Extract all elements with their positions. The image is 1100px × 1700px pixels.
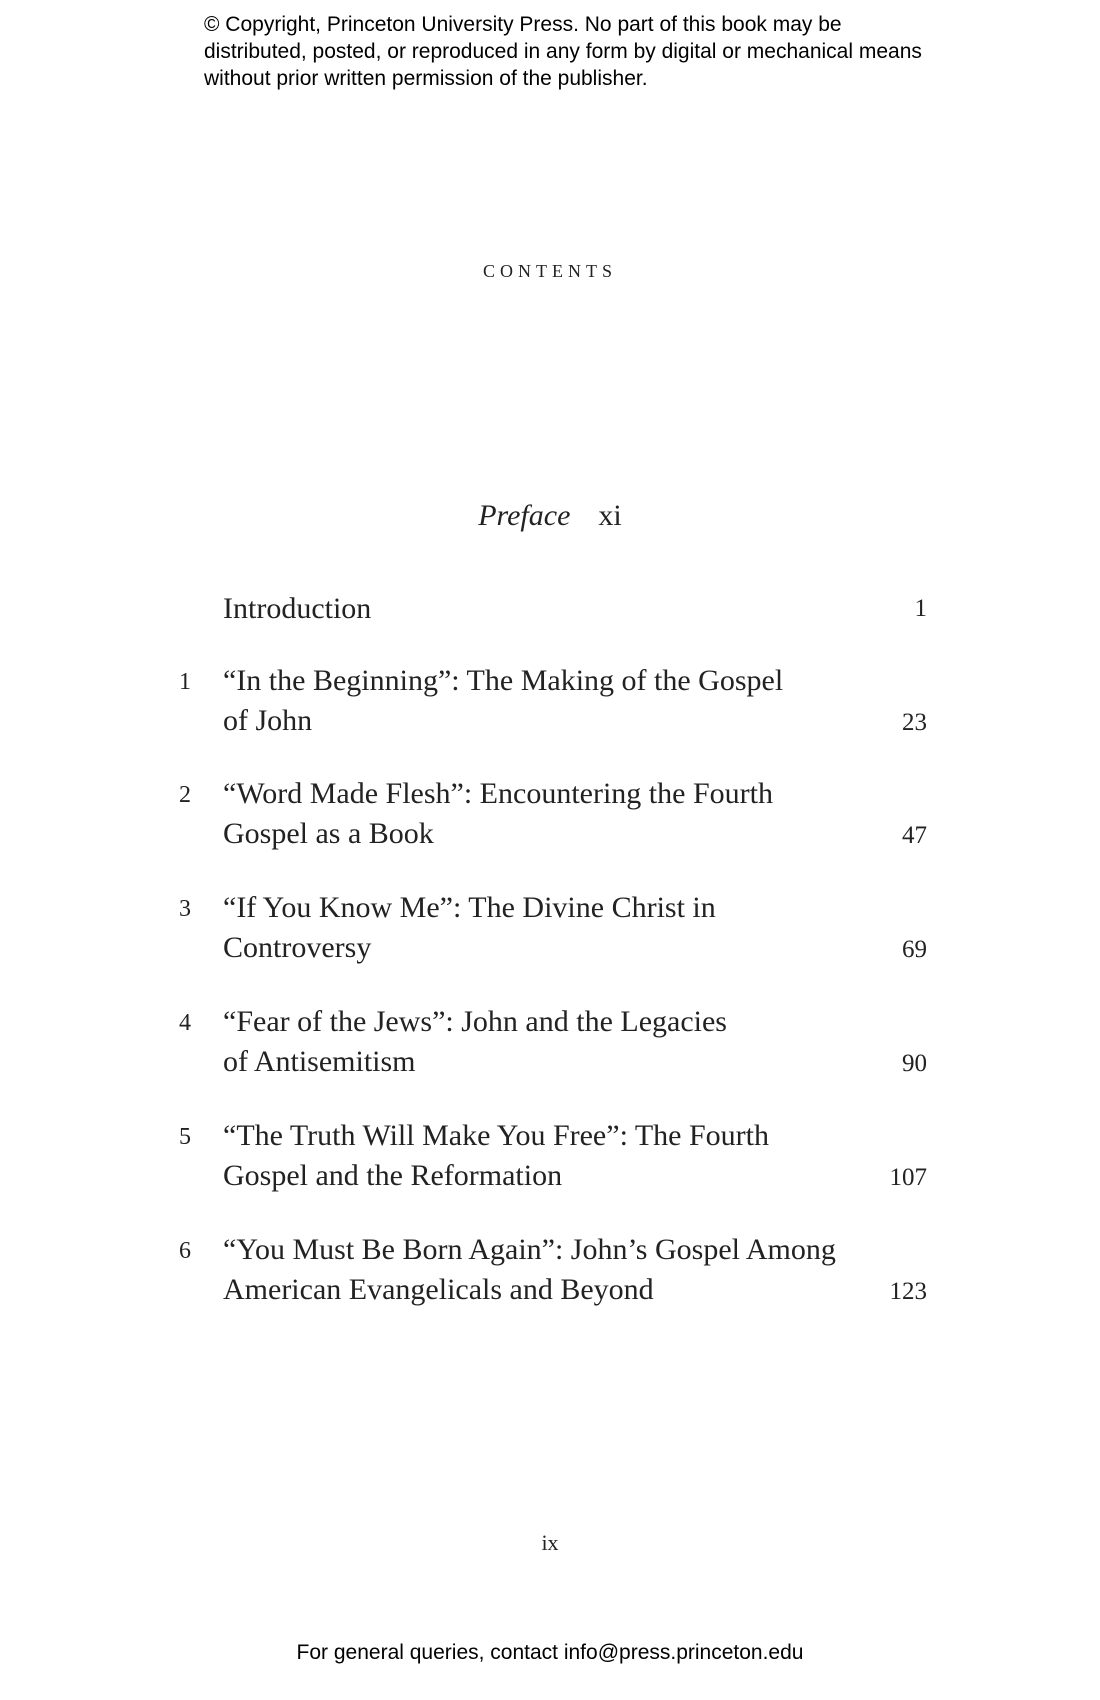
- chapter-number: 5: [179, 1124, 191, 1150]
- entry-title-line2: Gospel as a Book: [223, 817, 434, 850]
- entry-title-line1: “The Truth Will Make You Free”: The Fourth: [223, 1119, 770, 1152]
- entry-page: 123: [889, 1278, 927, 1305]
- entry-title-line1: “You Must Be Born Again”: John’s Gospel Among: [223, 1233, 836, 1266]
- entry-title-line2: Controversy: [223, 931, 372, 964]
- contact-footer: For general queries, contact info@press.princeton.edu: [296, 1641, 804, 1664]
- entry-title-line2: of John: [223, 704, 313, 737]
- entry-page: 107: [889, 1164, 927, 1191]
- chapter-number: 4: [179, 1010, 191, 1036]
- entry-page: 23: [902, 709, 927, 736]
- entry-title-line2: Gospel and the Reformation: [223, 1159, 563, 1192]
- entry-page: 47: [902, 822, 927, 849]
- entry-title-line2: American Evangelicals and Beyond: [223, 1273, 654, 1306]
- preface-page: xi: [598, 499, 622, 532]
- contents-heading: contents: [483, 254, 617, 283]
- copyright-notice: © Copyright, Princeton University Press. No part of this book may be distributed, posted, or reproduced in any form by digital or mechanical means without prior written permission of the publisher.: [204, 13, 922, 90]
- entry-title-line1: “Word Made Flesh”: Encountering the Fourth: [223, 777, 773, 810]
- entry-page: 69: [902, 936, 927, 963]
- entry-title: Introduction: [223, 592, 372, 625]
- entry-title-line1: “In the Beginning”: The Making of the Gospel: [223, 664, 784, 697]
- page-number: ix: [541, 1530, 559, 1555]
- chapter-number: 3: [179, 896, 191, 922]
- preface-title: Preface: [478, 499, 571, 532]
- entry-title-line2: of Antisemitism: [223, 1045, 416, 1078]
- chapter-number: 1: [179, 669, 191, 695]
- chapter-number: 2: [179, 782, 191, 808]
- entry-page: 1: [914, 595, 927, 622]
- toc-entry-preface[interactable]: [0, 499, 1100, 533]
- entry-title-line1: “Fear of the Jews”: John and the Legacies: [223, 1005, 727, 1038]
- entry-page: 90: [902, 1050, 927, 1077]
- chapter-number: 6: [179, 1238, 191, 1264]
- entry-title-line1: “If You Know Me”: The Divine Christ in: [223, 891, 716, 924]
